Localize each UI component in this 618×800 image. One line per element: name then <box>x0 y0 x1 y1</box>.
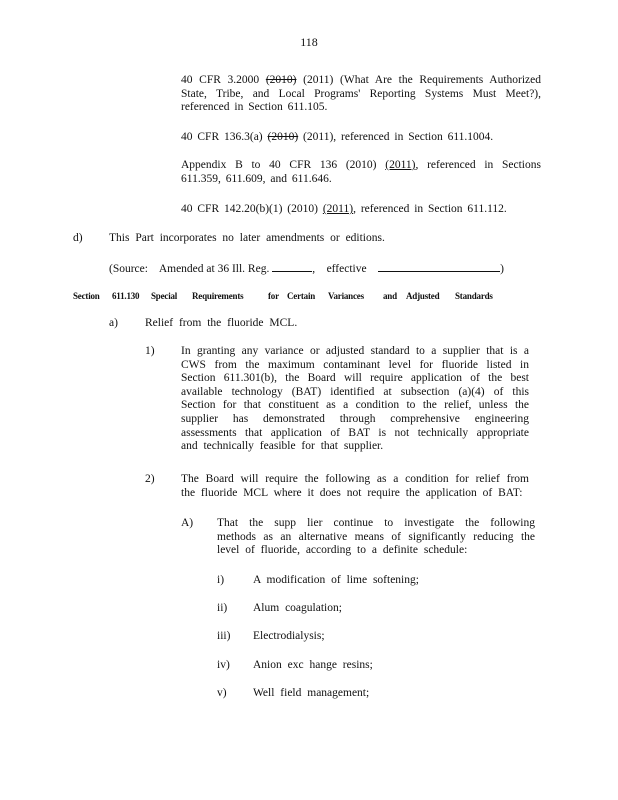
section-title-word: Requirements <box>192 291 244 301</box>
item-2-text: The Board will require the following as a condition for relief from the fluoride MCL where it does not require the application of BAT: <box>181 473 529 499</box>
register-page-blank <box>272 260 312 272</box>
method-label: iv) <box>217 659 230 671</box>
item-A-label: A) <box>181 517 194 529</box>
method-text: A modification of lime softening; <box>253 574 419 586</box>
source-prefix: (Source: Amended at 36 Ill. Reg. <box>109 263 270 275</box>
struck-year: (2010) <box>267 131 299 143</box>
method-text: Alum coagulation; <box>253 602 342 614</box>
section-title-word: Adjusted <box>406 291 440 301</box>
page-number: 118 <box>300 35 318 49</box>
section-title-word: Certain <box>287 291 316 301</box>
item-2-label: 2) <box>145 473 155 485</box>
section-label: Section <box>73 291 100 301</box>
reference-entry <box>181 159 541 186</box>
method-label: iii) <box>217 630 231 642</box>
reference-entry <box>181 131 541 145</box>
method-text: Anion exc hange resins; <box>253 659 373 671</box>
method-text: Well field management; <box>253 687 370 699</box>
reference-text: 40 CFR 3.2000 <box>181 74 266 86</box>
item-A-text: That the supp lier continue to investigate the following methods as an alternative means of significantly reducing the level of fluoride, according to a definite schedule: <box>217 517 535 557</box>
section-title-word: Variances <box>328 291 364 301</box>
reference-text: 40 CFR 142.20(b)(1) (2010) <box>181 203 323 215</box>
reference-entry <box>181 74 541 115</box>
section-title-word: and <box>383 291 397 301</box>
subsection-d-text: This Part incorporates no later amendments or editions. <box>109 232 385 244</box>
item-1-label: 1) <box>145 345 155 357</box>
reference-text: 40 CFR 136.3(a) <box>181 131 268 143</box>
reference-entry <box>181 203 541 217</box>
effective-date-blank <box>378 260 500 272</box>
method-label: v) <box>217 687 227 699</box>
method-label: ii) <box>217 602 228 614</box>
reference-text: , referenced in Section 611.112. <box>353 203 507 215</box>
item-a-text: Relief from the fluoride MCL. <box>145 317 298 329</box>
source-line <box>109 260 504 277</box>
reference-text: , referenced in Sections 611.359, 611.609, and 611.646. <box>181 159 541 185</box>
reference-text: (2011), referenced in Section 611.1004. <box>298 131 494 143</box>
reference-text: (2011) (What Are the Requirements Authorized State, Tribe, and Local Programs' Reporting Systems Must Meet?), referenced in Section 611.105. <box>181 74 541 114</box>
method-text: Electrodialysis; <box>253 630 325 642</box>
source-middle: , effective <box>312 263 367 275</box>
subsection-d-label: d) <box>73 232 83 244</box>
method-label: i) <box>217 574 225 586</box>
section-title-word: for <box>268 291 279 301</box>
struck-year: (2010) <box>265 74 297 86</box>
section-number: 611.130 <box>112 291 140 301</box>
source-suffix: ) <box>500 263 504 275</box>
item-1-text: In granting any variance or adjusted standard to a supplier that is a CWS from the maximum contaminant level for fluoride listed in Section 611.301(b), the Board will require application of the best available technology (BAT) identified at subsection (a)(4) of this Section for that constituent as a condition to the relief, unless the supplier has demonstrated through comprehensive engineering assessments that application of BAT is not technically appropriate and technically feasible for that supplier. <box>181 345 529 453</box>
reference-text: Appendix B to 40 CFR 136 (2010) <box>181 159 386 171</box>
section-title-word: Standards <box>455 291 493 301</box>
section-title-word: Special <box>151 291 178 301</box>
underlined-year: (2011) <box>322 203 354 215</box>
underlined-year: (2011) <box>385 159 416 171</box>
item-a-label: a) <box>109 317 118 329</box>
